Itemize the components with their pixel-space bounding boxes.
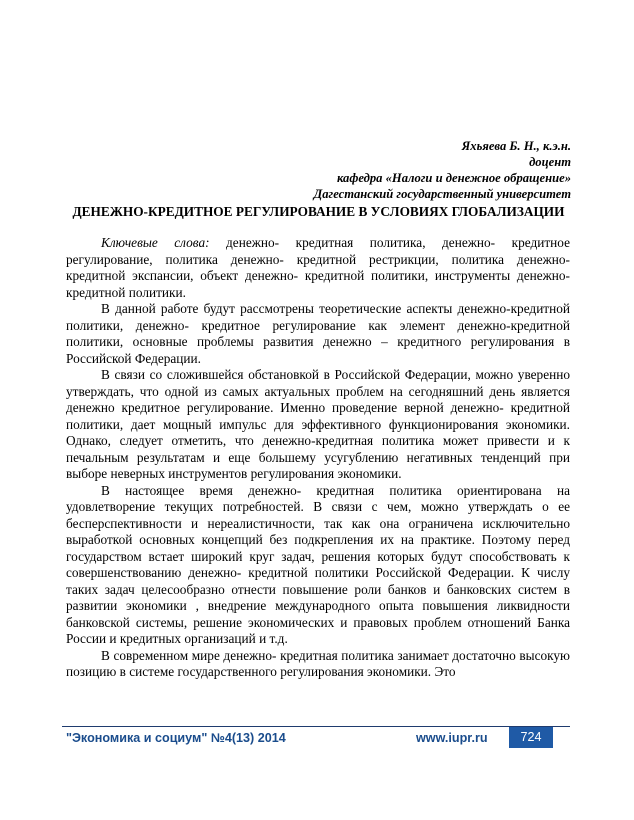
keywords-label: Ключевые слова: — [101, 235, 210, 250]
article-body — [66, 235, 570, 681]
author-university: Дагестанский государственный университет — [313, 187, 571, 201]
body-paragraph: В данной работе будут рассмотрены теоретические аспекты денежно-кредитной политики, денежно- кредитное регулирование как элемент денежно-кредитной политики, основные проблемы развития денежно – кредитного регулирования в Российской Федерации. — [66, 301, 570, 366]
body-paragraph: В связи со сложившейся обстановкой в Российской Федерации, можно уверенно утверждать, что одной из самых актуальных проблем на сегодняшний день является денежно кредитное регулирование. Именно проведение верной денежно- кредитной политики, дает мощный импульс для эффективного функционирования экономики. Однако, следует отметить, что денежно-кредитная политика может привести и к печальным результатам и еще большему усугублению негативных тенденций при выборе неверных инструментов регулирования экономики. — [66, 367, 570, 481]
keywords-paragraph — [66, 235, 570, 301]
author-position: доцент — [529, 155, 571, 169]
author-block — [314, 138, 571, 202]
author-name: Яхьяева Б. Н., к.э.н. — [461, 139, 571, 153]
keywords-text: денежно- кредитная политика, денежно- кредитное регулирование, политика денежно- кредитной рестрикции, политика денежно-кредитной экспансии, объект денежно- кредитной политики, инструменты денежно- кредитной политики. — [66, 235, 570, 300]
page-number-badge: 724 — [509, 727, 553, 748]
footer-journal-name: "Экономика и социум" №4(13) 2014 — [66, 731, 286, 745]
body-paragraph: В современном мире денежно- кредитная политика занимает достаточно высокую позицию в системе государственного регулирования экономики. Это — [66, 647, 570, 679]
footer-divider — [62, 726, 570, 727]
author-department: кафедра «Налоги и денежное обращение» — [336, 171, 571, 185]
article-title: ДЕНЕЖНО-КРЕДИТНОЕ РЕГУЛИРОВАНИЕ В УСЛОВИЯХ ГЛОБАЛИЗАЦИИ — [72, 204, 565, 219]
body-paragraph: В настоящее время денежно- кредитная политика ориентирована на удовлетворение текущих потребностей. В связи с чем, можно утверждать о ее бесперспективности и нереалистичности, так как она ограничена исключительно выработкой основных концепций без подкрепления их на практике. Поэтому перед государством встает широкий круг задач, решения которых будут способствовать к совершенствованию денежно- кредитной политики Российской Федерации. К числу таких задач целесообразно отнести повышение роли банков и банковских систем в развитии экономики , внедрение международного опыта повышения ликвидности банковской системы, решение экономических и правовых проблем отношений Банка России и кредитных организаций и т.д. — [66, 482, 570, 646]
footer-website-link[interactable]: www.iupr.ru — [416, 731, 488, 745]
